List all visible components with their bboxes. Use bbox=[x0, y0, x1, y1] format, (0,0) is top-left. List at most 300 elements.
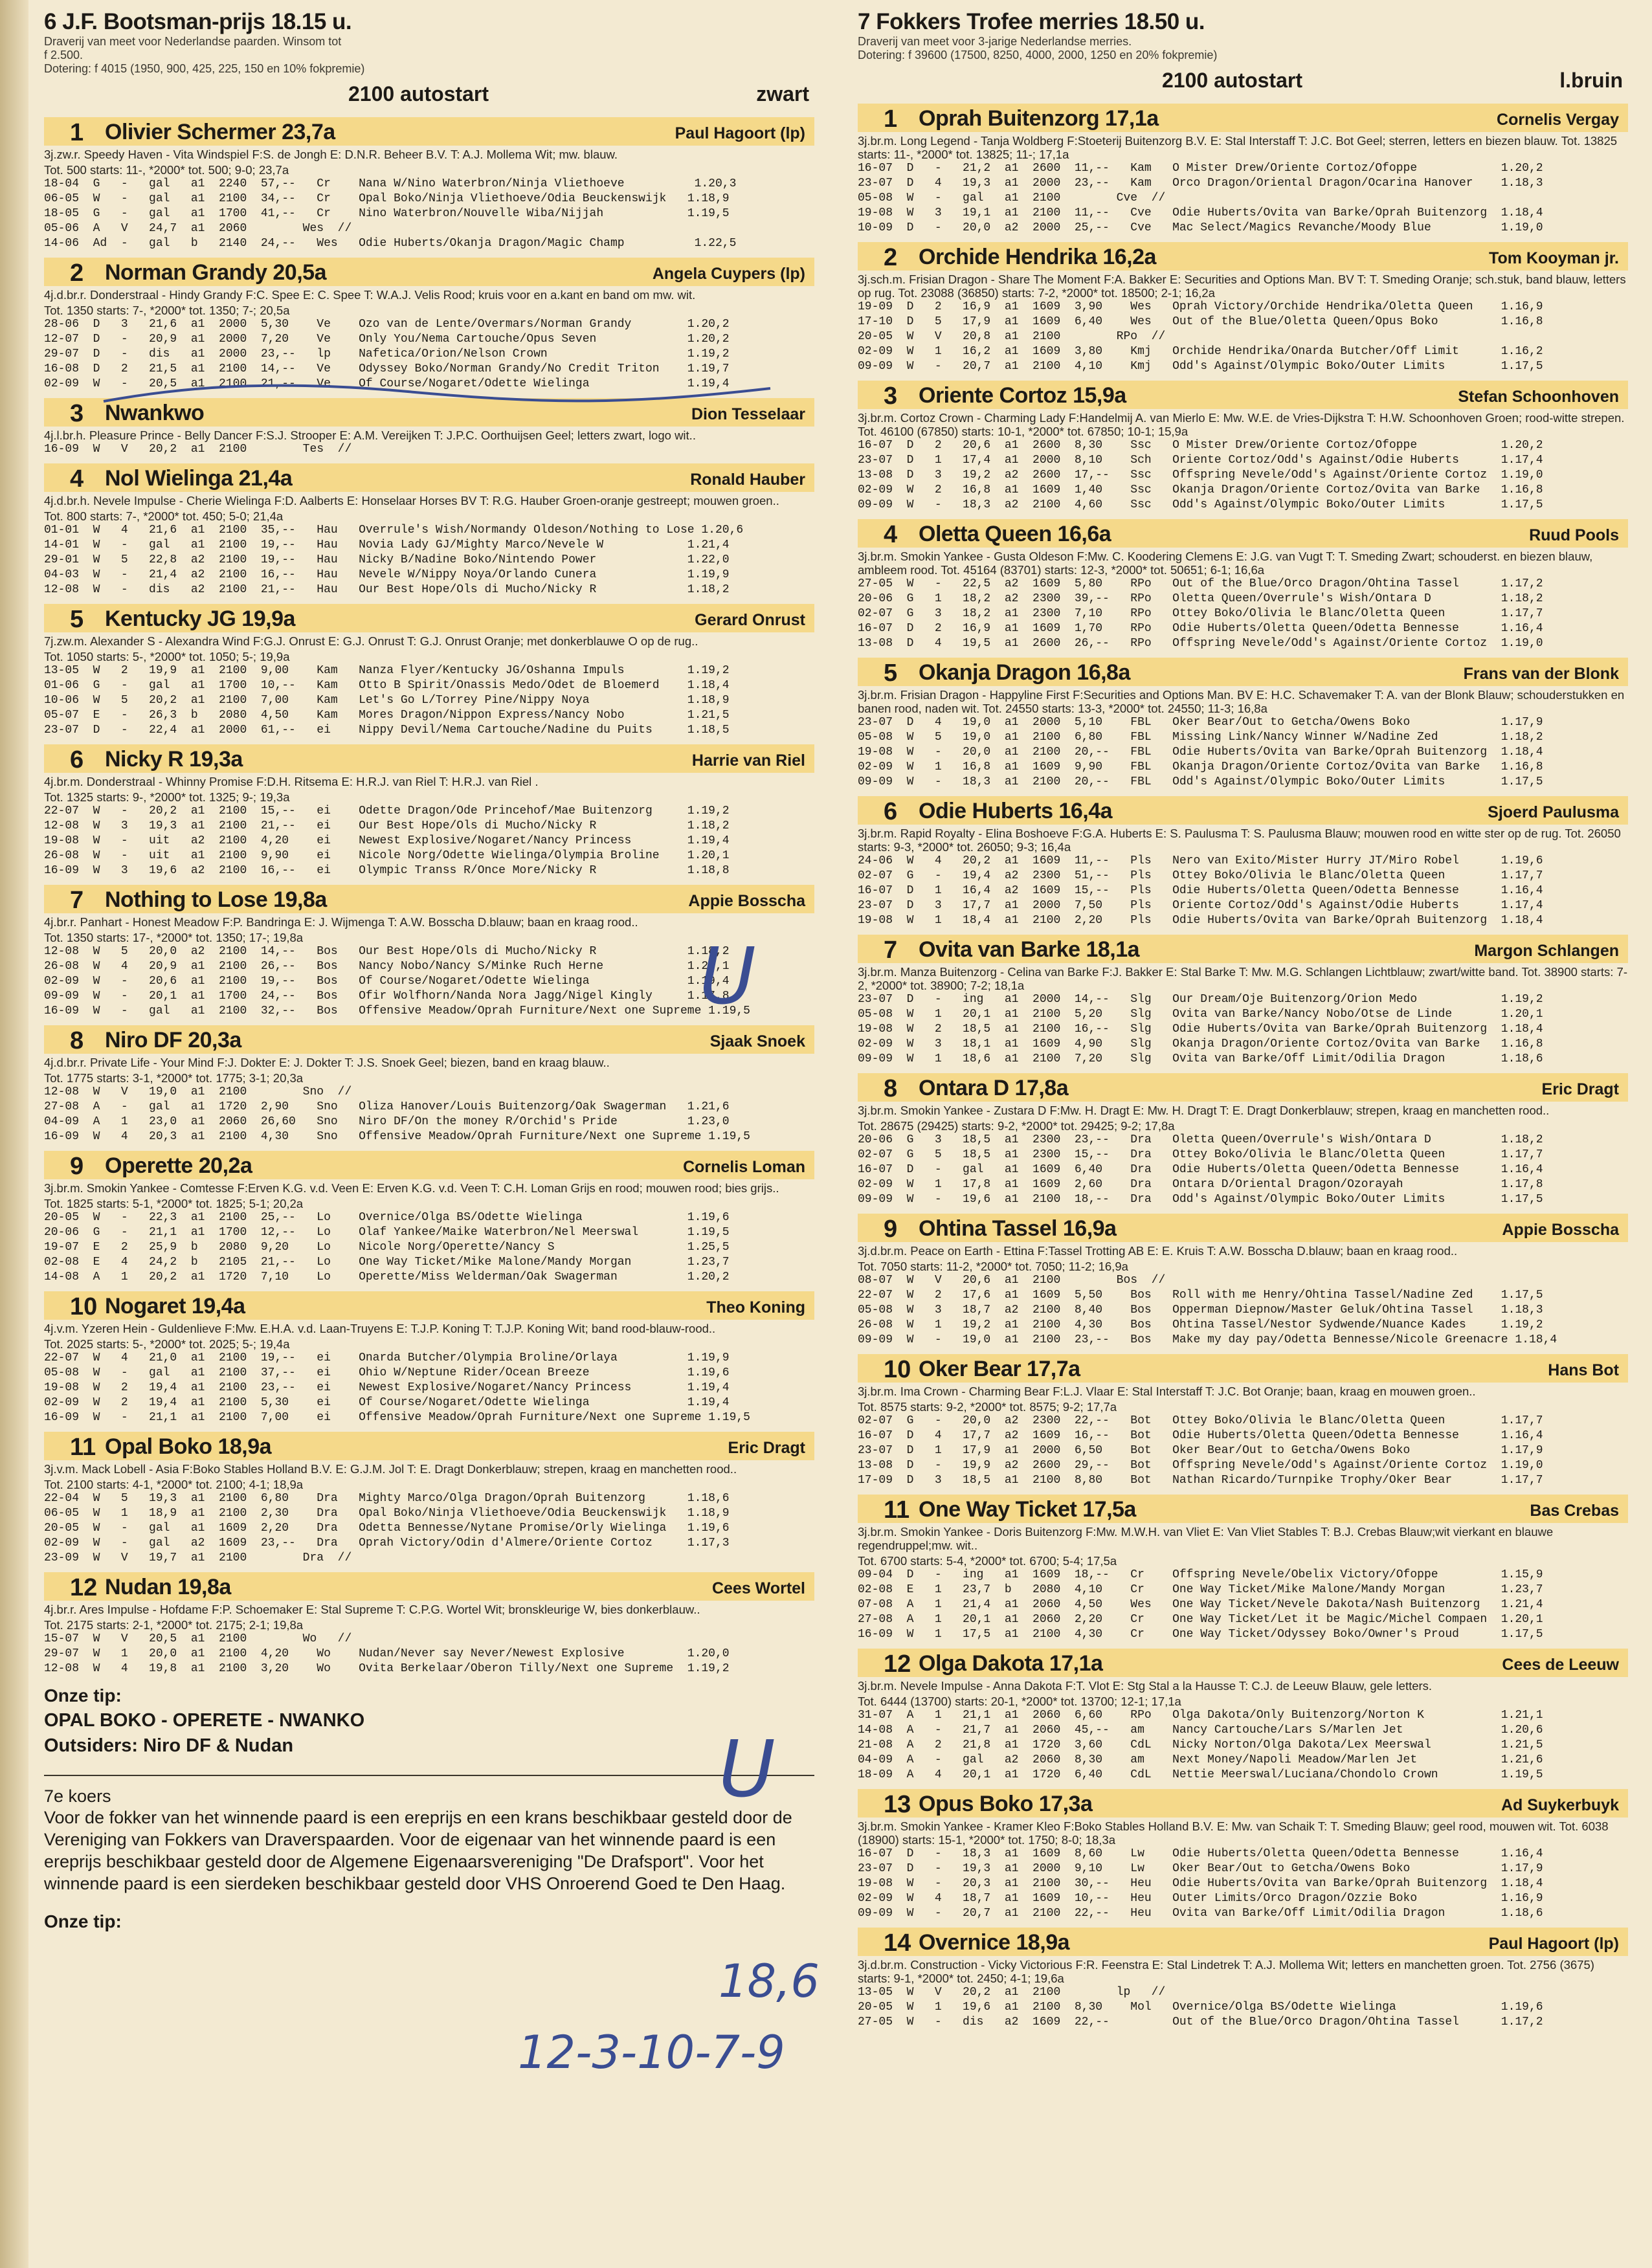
form-row: 19-08 W 3 19,1 a1 2100 11,-- Cve Odie Huberts/Ovita van Barke/Oprah Buitenzorg 1.18,4 bbox=[858, 206, 1543, 219]
horse-header-bar bbox=[858, 935, 1628, 963]
horse-name: Olivier Schermer 23,7a bbox=[105, 120, 335, 144]
form-row: 02-09 W 1 16,2 a1 1609 3,80 Kmj Orchide Hendrika/Onarda Butcher/Off Limit 1.16,2 bbox=[858, 345, 1543, 358]
form-row: 23-07 D 4 19,3 a1 2000 23,-- Kam Orco Dragon/Oriental Dragon/Ocarina Hanover 1.18,3 bbox=[858, 177, 1543, 190]
horse-number: 6 bbox=[70, 746, 84, 773]
next-tips-heading: Onze tip: bbox=[44, 1911, 122, 1931]
form-row: 26-08 W 4 20,9 a1 2100 26,-- Bos Nancy Nobo/Nancy S/Minke Ruch Herne 1.20,1 bbox=[44, 960, 730, 973]
race-header bbox=[858, 9, 1628, 97]
horse-pedigree-info: 3j.br.m. Smokin Yankee - Gusta Oldeson F:Mw. C. Koodering Clemens E: J.G. van Vugt T: T. Smeding Zwart; schouderst. en biezen blauw, ambleem rood. Tot. 45164 (83701) starts: 12-3, *2000* tot. 50651; 6-1; 16,6a bbox=[858, 550, 1593, 577]
form-row: 16-07 D 2 16,9 a1 1609 1,70 RPo Odie Huberts/Oletta Queen/Odetta Bennesse 1.16,4 bbox=[858, 622, 1543, 635]
horse-pedigree-info: Tot. 6444 (13700) starts: 20-1, *2000* tot. 13700; 12-1; 17,1a bbox=[858, 1695, 1181, 1708]
form-row: 09-09 W - 19,0 a1 2100 23,-- Bos Make my day pay/Odetta Bennesse/Nicole Greenacre 1.18,4 bbox=[858, 1333, 1557, 1346]
horse-entry bbox=[44, 1291, 814, 1425]
horse-entry bbox=[858, 242, 1628, 374]
horse-header-bar bbox=[858, 242, 1628, 271]
driver-name: Frans van der Blonk bbox=[1463, 665, 1619, 683]
horse-header-bar bbox=[858, 1073, 1628, 1102]
next-race-heading: 7e koers bbox=[44, 1786, 111, 1806]
form-row: 09-09 W - 19,6 a1 2100 18,-- Dra Odd's Against/Olympic Boko/Outer Limits 1.17,5 bbox=[858, 1193, 1543, 1206]
form-row: 17-10 D 5 17,9 a1 1609 6,40 Wes Out of the Blue/Oletta Queen/Opus Boko 1.16,8 bbox=[858, 315, 1543, 328]
form-row: 20-05 W - gal a1 1609 2,20 Dra Odetta Bennesse/Nytane Promise/Orly Wielinga 1.19,6 bbox=[44, 1522, 730, 1535]
driver-name: Bas Crebas bbox=[1530, 1502, 1619, 1520]
form-row: 13-05 W 2 19,9 a1 2100 9,00 Kam Nanza Flyer/Kentucky JG/Oshanna Impuls 1.19,2 bbox=[44, 664, 730, 677]
horse-number: 10 bbox=[70, 1293, 98, 1320]
horse-number: 9 bbox=[70, 1153, 84, 1180]
form-row: 31-07 A 1 21,1 a1 2060 6,60 RPo Olga Dakota/Only Buitenzorg/Norton K 1.21,1 bbox=[858, 1709, 1543, 1722]
horse-entry bbox=[858, 658, 1628, 790]
form-row: 19-08 W - uit a2 2100 4,20 ei Newest Explosive/Nogaret/Nancy Princess 1.19,4 bbox=[44, 834, 730, 847]
horse-name: Nicky R 19,3a bbox=[105, 747, 243, 772]
form-row: 12-08 W 3 19,3 a1 2100 21,-- ei Our Best Hope/Ols di Mucho/Nicky R 1.18,2 bbox=[44, 819, 730, 832]
horse-pedigree-info: Tot. 2100 starts: 4-1, *2000* tot. 2100; 4-1; 18,9a bbox=[44, 1478, 304, 1491]
form-row: 01-01 W 4 21,6 a1 2100 35,-- Hau Overrule's Wish/Normandy Oldeson/Nothing to Lose 1.20,6 bbox=[44, 524, 744, 537]
driver-name: Hans Bot bbox=[1548, 1361, 1619, 1379]
driver-name: Cornelis Vergay bbox=[1497, 111, 1619, 129]
race-conditions-line: Draverij van meet voor 3-jarige Nederlandse merries. bbox=[858, 35, 1132, 48]
form-row: 16-07 D - gal a1 1609 6,40 Dra Odie Huberts/Oletta Queen/Odetta Bennesse 1.16,4 bbox=[858, 1163, 1543, 1176]
form-row: 05-08 W - gal a1 2100 Cve // bbox=[858, 192, 1166, 205]
tip-selection: OPAL BOKO - OPERETE - NWANKO bbox=[44, 1710, 365, 1731]
form-row: 10-09 D - 20,0 a2 2000 25,-- Cve Mac Select/Magics Revanche/Moody Blue 1.19,0 bbox=[858, 221, 1543, 234]
form-row: 05-08 W - gal a1 2100 37,-- ei Ohio W/Neptune Rider/Ocean Breeze 1.19,6 bbox=[44, 1366, 730, 1379]
form-row: 20-06 G 1 18,2 a2 2300 39,-- RPo Oletta Queen/Overrule's Wish/Ontara D 1.18,2 bbox=[858, 592, 1543, 605]
horse-pedigree-info: Tot. 1350 starts: 17-, *2000* tot. 1350; 17-; 19,8a bbox=[44, 931, 304, 944]
form-row: 01-06 G - gal a1 1700 10,-- Kam Otto B Spirit/Onassis Medo/Odet de Bloemerd 1.18,4 bbox=[44, 679, 730, 692]
horse-pedigree-info: 3j.br.m. Nevele Impulse - Anna Dakota F:T. Vlot E: Stg Stal a la Hausse T: C.J. de Leeuw Blauw, gele letters. bbox=[858, 1679, 1433, 1693]
form-row: 20-05 W 1 19,6 a1 2100 8,30 Mol Overnice/Olga BS/Odette Wielinga 1.19,6 bbox=[858, 2001, 1543, 2014]
form-row: 04-03 W - 21,4 a2 2100 16,-- Hau Nevele W/Nippy Noya/Orlando Cunera 1.19,9 bbox=[44, 568, 730, 581]
race-color-code: l.bruin bbox=[1559, 69, 1623, 92]
horse-pedigree-info: 3j.v.m. Mack Lobell - Asia F:Boko Stables Holland B.V. E: G.J.M. Jol T: E. Dragt Donkerblauw; strepen, kraag en manchetten rood.. bbox=[44, 1462, 737, 1476]
race-title: 6 J.F. Bootsman-prijs 18.15 u. bbox=[44, 9, 352, 34]
horse-number: 7 bbox=[70, 887, 84, 914]
horse-entry bbox=[44, 744, 814, 878]
horse-pedigree-info: Tot. 500 starts: 11-, *2000* tot. 500; 9-0; 23,7a bbox=[44, 163, 289, 177]
form-row: 09-09 W - 18,3 a2 2100 4,60 Ssc Odd's Against/Olympic Boko/Outer Limits 1.17,5 bbox=[858, 498, 1543, 511]
horse-name: Norman Grandy 20,5a bbox=[105, 260, 326, 285]
horse-header-bar bbox=[44, 744, 814, 773]
form-row: 02-08 E 1 23,7 b 2080 4,10 Cr One Way Ticket/Mike Malone/Mandy Morgan 1.23,7 bbox=[858, 1583, 1543, 1596]
horse-entry bbox=[858, 796, 1628, 928]
horse-name: Oletta Queen 16,6a bbox=[919, 522, 1111, 546]
horse-number: 8 bbox=[884, 1075, 898, 1102]
horse-entry bbox=[858, 1789, 1628, 1921]
horse-pedigree-info: 4j.v.m. Yzeren Hein - Guldenlieve F:Mw. E.H.A. v.d. Laan-Truyens E: T.J.P. Koning T: T.J.P. Koning Wit; band rood-blauw-rood.. bbox=[44, 1322, 716, 1335]
horse-name: Niro DF 20,3a bbox=[105, 1028, 241, 1052]
form-row: 16-08 D 2 21,5 a1 2100 14,-- Ve Odyssey Boko/Norman Grandy/No Credit Triton 1.19,7 bbox=[44, 362, 730, 375]
form-row: 22-07 W - 20,2 a1 2100 15,-- ei Odette Dragon/Ode Princehof/Mae Buitenzorg 1.19,2 bbox=[44, 805, 730, 817]
horse-entry bbox=[44, 463, 814, 597]
horse-entry bbox=[858, 1214, 1628, 1348]
horse-number: 3 bbox=[884, 383, 898, 410]
form-row: 16-07 D - 21,2 a1 2600 11,-- Kam O Mister Drew/Oriente Cortoz/Ofoppe 1.20,2 bbox=[858, 162, 1543, 175]
horse-pedigree-info: 3j.d.br.m. Construction - Vicky Victorious F:R. Feenstra E: Stal Lindetrek T: A.J. Mollema Wit; letters en manchetten groen. Tot. 2756 (3675) starts: 9-1, *2000* tot. 2450; 4-1; 19,6a bbox=[858, 1958, 1594, 1985]
horse-pedigree-info: 4j.d.br.h. Nevele Impulse - Cherie Wielinga F:D. Aalberts E: Honselaar Horses BV T: R.G. Hauber Groen-oranje gestreept; mouwen groen.. bbox=[44, 494, 779, 507]
horse-pedigree-info: 4j.d.br.r. Donderstraal - Hindy Grandy F:C. Spee E: C. Spee T: W.A.J. Velis Rood; kruis voor en a.kant en band om mw. wit. bbox=[44, 288, 696, 302]
horse-name: Kentucky JG 19,9a bbox=[105, 606, 295, 631]
horse-entry bbox=[858, 935, 1628, 1067]
form-row: 23-07 D 1 17,4 a1 2000 8,10 Sch Oriente Cortoz/Odd's Against/Odie Huberts 1.17,4 bbox=[858, 454, 1543, 467]
horse-header-bar bbox=[858, 1649, 1628, 1677]
form-row: 09-09 W - 18,3 a1 2100 20,-- FBL Odd's Against/Olympic Boko/Outer Limits 1.17,5 bbox=[858, 775, 1543, 788]
horse-number: 2 bbox=[70, 260, 84, 287]
horse-name: Oriente Cortoz 15,9a bbox=[919, 383, 1126, 408]
form-row: 29-07 W 1 20,0 a1 2100 4,20 Wo Nudan/Never say Never/Newest Explosive 1.20,0 bbox=[44, 1647, 730, 1660]
race-distance-row bbox=[858, 65, 1628, 97]
horse-pedigree-info: 4j.br.r. Ares Impulse - Hofdame F:P. Schoemaker E: Stal Supreme T: C.P.G. Wortel Wit; bronskleurige W, bies donkerblauw.. bbox=[44, 1603, 700, 1616]
form-row: 18-04 G - gal a1 2240 57,-- Cr Nana W/Nino Waterbron/Ninja Vliethoeve 1.20,3 bbox=[44, 177, 737, 190]
next-race-text: Voor de fokker van het winnende paard is een ereprijs en een krans beschikbaar gesteld door de Vereniging van Fokkers van Draverspaarden. Voor de eigenaar van het winnende paard is een ereprijs beschikbaar gesteld door de Algemene Eigenaarsvereniging "De Drafsport". Voor het winnende paard is een sierdeken beschikbaar gesteld door VHS Onroerend Goed te Den Haag. bbox=[44, 1808, 792, 1893]
form-row: 16-07 D - 18,3 a1 1609 8,60 Lw Odie Huberts/Oletta Queen/Odetta Bennesse 1.16,4 bbox=[858, 1847, 1543, 1860]
horse-pedigree-info: 3j.br.m. Ima Crown - Charming Bear F:L.J. Vlaar E: Stal Interstaff T: J.C. Bot Oranje; baan, kraag en mouwen groen.. bbox=[858, 1384, 1476, 1398]
driver-name: Eric Dragt bbox=[1541, 1080, 1619, 1098]
horse-number: 13 bbox=[884, 1791, 911, 1818]
horse-number: 12 bbox=[884, 1651, 911, 1678]
horse-entry bbox=[44, 1151, 814, 1285]
horse-header-bar bbox=[44, 1432, 814, 1460]
form-row: 02-07 G 5 18,5 a1 2300 15,-- Dra Ottey Boko/Olivia le Blanc/Oletta Queen 1.17,7 bbox=[858, 1148, 1543, 1161]
horse-pedigree-info: 3j.br.m. Smokin Yankee - Comtesse F:Erven K.G. v.d. Veen E: Erven K.G. v.d. Veen T: C.H. Loman Grijs en rood; mouwen rood; bies grijs.. bbox=[44, 1181, 779, 1195]
driver-name: Ad Suykerbuyk bbox=[1501, 1796, 1619, 1814]
horse-header-bar bbox=[858, 519, 1628, 548]
horse-name: Okanja Dragon 16,8a bbox=[919, 660, 1130, 685]
form-row: 23-07 D - ing a1 2000 14,-- Slg Our Dream/Oje Buitenzorg/Orion Medo 1.19,2 bbox=[858, 993, 1543, 1006]
horse-entry bbox=[858, 1354, 1628, 1488]
section-divider bbox=[44, 1775, 814, 1776]
form-row: 06-05 W - gal a1 2100 34,-- Cr Opal Boko/Ninja Vliethoeve/Odia Beuckenswijk 1.18,9 bbox=[44, 192, 730, 205]
race-conditions-line: Dotering: f 39600 (17500, 8250, 4000, 2000, 1250 en 20% fokpremie) bbox=[858, 49, 1218, 61]
horse-entry bbox=[858, 381, 1628, 513]
horse-pedigree-info: Tot. 1350 starts: 7-, *2000* tot. 1350; 7-; 20,5a bbox=[44, 304, 290, 317]
form-row: 29-01 W 5 22,8 a2 2100 19,-- Hau Nicky B/Nadine Boko/Nintendo Power 1.22,0 bbox=[44, 553, 730, 566]
horse-entry bbox=[858, 1073, 1628, 1207]
horse-name: Nwankwo bbox=[105, 401, 205, 425]
driver-name: Margon Schlangen bbox=[1474, 942, 1619, 960]
form-row: 19-09 D 2 16,9 a1 1609 3,90 Wes Oprah Victory/Orchide Hendrika/Oletta Queen 1.16,9 bbox=[858, 300, 1543, 313]
horse-entry bbox=[44, 1572, 814, 1676]
right-column bbox=[858, 0, 1628, 2030]
form-row: 02-09 W 1 17,8 a1 1609 2,60 Dra Ontara D/Oriental Dragon/Ozorayah 1.17,8 bbox=[858, 1178, 1543, 1191]
form-row: 09-04 D - ing a1 1609 18,-- Cr Offspring Nevele/Obelix Victory/Ofoppe 1.15,9 bbox=[858, 1568, 1543, 1581]
form-row: 12-08 W 5 20,0 a2 2100 14,-- Bos Our Best Hope/Ols di Mucho/Nicky R 1.18,2 bbox=[44, 945, 730, 958]
form-row: 20-06 G 3 18,5 a1 2300 23,-- Dra Oletta Queen/Overrule's Wish/Ontara D 1.18,2 bbox=[858, 1133, 1543, 1146]
driver-name: Appie Bosscha bbox=[688, 892, 805, 910]
form-row: 16-09 W - 21,1 a1 2100 7,00 ei Offensive Meadow/Oprah Furniture/Next one Supreme 1.19,5 bbox=[44, 1411, 750, 1424]
form-row: 10-06 W 5 20,2 a1 2100 7,00 Kam Let's Go L/Torrey Pine/Nippy Noya 1.18,9 bbox=[44, 694, 730, 707]
form-row: 27-08 A - gal a1 1720 2,90 Sno Oliza Hanover/Louis Buitenzorg/Oak Swagerman 1.21,6 bbox=[44, 1100, 730, 1113]
race-conditions-line: Draverij van meet voor Nederlandse paarden. Winsom tot bbox=[44, 35, 342, 48]
horse-pedigree-info: 3j.br.m. Rapid Royalty - Elina Boshoeve F:G.A. Huberts E: S. Paulusma T: S. Paulusma Blauw; mouwen rood en witte ster op de rug. Tot. 26050 starts: 9-3, *2000* tot. 26050; 9-3; 16,4a bbox=[858, 827, 1621, 854]
form-row: 22-07 W 4 21,0 a1 2100 19,-- ei Onarda Butcher/Olympia Broline/Orlaya 1.19,9 bbox=[44, 1351, 730, 1364]
driver-name: Sjaak Snoek bbox=[709, 1032, 805, 1051]
horse-number: 4 bbox=[70, 465, 84, 493]
race-distance-row bbox=[44, 78, 814, 111]
form-row: 20-05 W V 20,8 a1 2100 RPo // bbox=[858, 330, 1166, 343]
horse-name: Nol Wielinga 21,4a bbox=[105, 466, 293, 491]
horse-pedigree-info: 3j.br.m. Frisian Dragon - Happyline First F:Securities and Options Man. BV E: H.C. Schavemaker T: A. van der Blonk Blauw; schouderstukken en banen rood, naden wit. Tot. 24550 starts: 13-3, *2000* tot. 24550; 11-3; 16,8a bbox=[858, 688, 1625, 715]
horse-pedigree-info: 4j.d.br.r. Private Life - Your Mind F:J. Dokter E: J. Dokter T: J.S. Snoek Geel; biezen, band en kraag blauw.. bbox=[44, 1056, 610, 1069]
page-binding-edge bbox=[0, 0, 28, 2268]
form-row: 14-08 A 1 20,2 a1 1720 7,10 Lo Operette/Miss Welderman/Oak Swagerman 1.20,2 bbox=[44, 1271, 730, 1284]
form-row: 02-07 G 3 18,2 a1 2300 7,10 RPo Ottey Boko/Olivia le Blanc/Oletta Queen 1.17,7 bbox=[858, 607, 1543, 620]
driver-name: Paul Hagoort (lp) bbox=[1488, 1935, 1619, 1953]
horse-header-bar bbox=[858, 104, 1628, 132]
horse-number: 11 bbox=[884, 1496, 910, 1524]
form-row: 12-08 W - dis a2 2100 21,-- Hau Our Best Hope/Ols di Mucho/Nicky R 1.18,2 bbox=[44, 583, 730, 596]
form-row: 04-09 A 1 23,0 a1 2060 26,60 Sno Niro DF/On the money R/Orchid's Pride 1.23,0 bbox=[44, 1115, 730, 1128]
horse-number: 8 bbox=[70, 1027, 84, 1054]
horse-name: Odie Huberts 16,4a bbox=[919, 799, 1113, 823]
horse-pedigree-info: Tot. 6700 starts: 5-4, *2000* tot. 6700; 5-4; 17,5a bbox=[858, 1554, 1117, 1568]
horse-header-bar bbox=[858, 1354, 1628, 1383]
handwritten-mark-u2: U bbox=[719, 1725, 776, 1815]
driver-name: Dion Tesselaar bbox=[691, 405, 805, 423]
race-distance: 2100 autostart bbox=[348, 82, 489, 106]
form-row: 20-06 G - 21,1 a1 1700 12,-- Lo Olaf Yankee/Maike Waterbron/Nel Meerswal 1.19,5 bbox=[44, 1226, 730, 1239]
form-row: 27-05 W - dis a2 1609 22,-- Out of the Blue/Orco Dragon/Ohtina Tassel 1.17,2 bbox=[858, 2016, 1543, 2029]
horse-number: 11 bbox=[70, 1434, 96, 1461]
form-row: 16-07 D 4 17,7 a2 1609 16,-- Bot Odie Huberts/Oletta Queen/Odetta Bennesse 1.16,4 bbox=[858, 1429, 1543, 1442]
form-row: 04-09 A - gal a2 2060 8,30 am Next Money/Napoli Meadow/Marlen Jet 1.21,6 bbox=[858, 1753, 1543, 1766]
form-row: 23-09 W V 19,7 a1 2100 Dra // bbox=[44, 1551, 352, 1564]
horse-pedigree-info: 3j.zw.r. Speedy Haven - Vita Windspiel F:S. de Jongh E: D.N.R. Beheer B.V. T: A.J. Mollema Wit; mw. blauw. bbox=[44, 148, 618, 161]
horse-pedigree-info: Tot. 1825 starts: 5-1, *2000* tot. 1825; 5-1; 20,2a bbox=[44, 1197, 304, 1210]
form-row: 13-08 D 3 19,2 a2 2600 17,-- Ssc Offspring Nevele/Odd's Against/Oriente Cortoz 1.19,0 bbox=[858, 469, 1543, 482]
horse-number: 1 bbox=[70, 119, 84, 146]
form-row: 09-09 W - 20,7 a1 2100 4,10 Kmj Odd's Against/Olympic Boko/Outer Limits 1.17,5 bbox=[858, 360, 1543, 373]
horse-header-bar bbox=[44, 1025, 814, 1054]
form-row: 09-09 W - 20,1 a1 1700 24,-- Bos Ofir Wolfhorn/Nanda Nora Jagg/Nigel Kingly 1.17,8 bbox=[44, 990, 730, 1003]
form-row: 23-07 D 1 17,9 a1 2000 6,50 Bot Oker Bear/Out to Getcha/Owens Boko 1.17,9 bbox=[858, 1444, 1543, 1457]
driver-name: Paul Hagoort (lp) bbox=[675, 124, 805, 142]
handwritten-mark-u1: U bbox=[699, 932, 756, 1022]
form-row: 16-09 W 3 19,6 a2 2100 16,-- ei Olympic Transs R/Once More/Nicky R 1.18,8 bbox=[44, 864, 730, 877]
form-row: 09-09 W - 20,7 a1 2100 22,-- Heu Ovita van Barke/Off Limit/Odilia Dragon 1.18,6 bbox=[858, 1907, 1543, 1920]
form-row: 26-08 W 1 19,2 a1 2100 4,30 Bos Ohtina Tassel/Nestor Sydwende/Nuance Kades 1.19,2 bbox=[858, 1318, 1543, 1331]
horse-entry bbox=[44, 1025, 814, 1144]
horse-entry bbox=[44, 604, 814, 738]
form-row: 08-07 W V 20,6 a1 2100 Bos // bbox=[858, 1274, 1166, 1287]
form-row: 16-07 D 1 16,4 a2 1609 15,-- Pls Odie Huberts/Oletta Queen/Odetta Bennesse 1.16,4 bbox=[858, 884, 1543, 897]
race-color-code: zwart bbox=[756, 82, 809, 106]
driver-name: Eric Dragt bbox=[728, 1439, 805, 1457]
form-row: 02-07 G - 19,4 a2 2300 51,-- Pls Ottey Boko/Olivia le Blanc/Oletta Queen 1.17,7 bbox=[858, 869, 1543, 882]
form-row: 14-06 Ad - gal b 2140 24,-- Wes Odie Huberts/Okanja Dragon/Magic Champ 1.22,5 bbox=[44, 237, 737, 250]
tips-section bbox=[44, 1685, 814, 1757]
horse-entry bbox=[858, 1649, 1628, 1783]
driver-name: Ruud Pools bbox=[1529, 526, 1619, 544]
form-row: 07-08 A 1 21,4 a1 2060 4,50 Wes One Way Ticket/Nevele Dakota/Nash Buitenzorg 1.21,4 bbox=[858, 1598, 1543, 1611]
form-row: 19-08 W - 20,3 a1 2100 30,-- Heu Odie Huberts/Ovita van Barke/Oprah Buitenzorg 1.18,4 bbox=[858, 1877, 1543, 1890]
driver-name: Sjoerd Paulusma bbox=[1488, 803, 1619, 821]
horse-name: Oker Bear 17,7a bbox=[919, 1357, 1080, 1381]
horse-pedigree-info: Tot. 28675 (29425) starts: 9-2, *2000* tot. 29425; 9-2; 17,8a bbox=[858, 1119, 1175, 1133]
horse-pedigree-info: Tot. 2175 starts: 2-1, *2000* tot. 2175; 2-1; 19,8a bbox=[44, 1618, 304, 1632]
form-row: 22-07 W 2 17,6 a1 1609 5,50 Bos Roll with me Henry/Ohtina Tassel/Nadine Zed 1.17,5 bbox=[858, 1289, 1543, 1302]
horse-pedigree-info: 3j.sch.m. Frisian Dragon - Share The Moment F:A. Bakker E: Securities and Options Man. BV T: T. Smeding Oranje; sch.stuk, band blauw, letters op rug. Tot. 23088 (36850) starts: 7-2, *2000* tot. 18500; 2-1; 16,2a bbox=[858, 272, 1626, 300]
horse-pedigree-info: 3j.d.br.m. Peace on Earth - Ettina F:Tassel Trotting AB E: E. Kruis T: A.W. Bosscha D.blauw; baan en kraag rood.. bbox=[858, 1244, 1458, 1258]
horse-header-bar bbox=[858, 658, 1628, 686]
form-row: 14-08 A - 21,7 a1 2060 45,-- am Nancy Cartouche/Lars S/Marlen Jet 1.20,6 bbox=[858, 1724, 1543, 1737]
handwritten-number: 18,6 bbox=[719, 1955, 820, 2008]
horse-header-bar bbox=[44, 885, 814, 913]
form-row: 13-08 D 4 19,5 a1 2600 26,-- RPo Offspring Nevele/Odd's Against/Oriente Cortoz 1.19,0 bbox=[858, 637, 1543, 650]
form-row: 16-09 W V 20,2 a1 2100 Tes // bbox=[44, 443, 352, 456]
horse-name: Oprah Buitenzorg 17,1a bbox=[919, 106, 1159, 131]
form-row: 02-09 W - 20,5 a1 2100 21,-- Ve Of Course/Nogaret/Odette Wielinga 1.19,4 bbox=[44, 377, 730, 390]
horse-number: 4 bbox=[884, 521, 898, 548]
horse-name: Operette 20,2a bbox=[105, 1153, 252, 1178]
form-row: 19-08 W 1 18,4 a1 2100 2,20 Pls Odie Huberts/Ovita van Barke/Oprah Buitenzorg 1.18,4 bbox=[858, 914, 1543, 927]
form-row: 12-08 W 4 19,8 a1 2100 3,20 Wo Ovita Berkelaar/Oberon Tilly/Next one Supreme 1.19,2 bbox=[44, 1662, 730, 1675]
horse-entry bbox=[44, 258, 814, 392]
horse-entry bbox=[44, 1432, 814, 1566]
horse-number: 6 bbox=[884, 798, 898, 825]
race-conditions-line: f 2.500. bbox=[44, 49, 84, 61]
driver-name: Harrie van Riel bbox=[691, 751, 805, 770]
race-conditions-line: Dotering: f 4015 (1950, 900, 425, 225, 150 en 10% fokpremie) bbox=[44, 62, 365, 75]
horse-name: Nothing to Lose 19,8a bbox=[105, 887, 327, 912]
form-row: 19-08 W - 20,0 a1 2100 20,-- FBL Odie Huberts/Ovita van Barke/Oprah Buitenzorg 1.18,4 bbox=[858, 746, 1543, 759]
form-row: 27-08 A 1 20,1 a1 2060 2,20 Cr One Way Ticket/Let it be Magic/Michel Compaen 1.20,1 bbox=[858, 1613, 1543, 1626]
form-row: 05-08 W 3 18,7 a2 2100 8,40 Bos Opperman Diepnow/Master Geluk/Ohtina Tassel 1.18,3 bbox=[858, 1304, 1543, 1317]
race-header bbox=[44, 9, 814, 111]
horse-header-bar bbox=[858, 1928, 1628, 1956]
horse-header-bar bbox=[858, 796, 1628, 825]
driver-name: Cornelis Loman bbox=[683, 1158, 805, 1176]
form-row: 16-09 W - gal a1 2100 32,-- Bos Offensive Meadow/Oprah Furniture/Next one Supreme 1.19,5 bbox=[44, 1005, 750, 1017]
form-row: 23-07 D - 19,3 a1 2000 9,10 Lw Oker Bear/Out to Getcha/Owens Boko 1.17,9 bbox=[858, 1862, 1543, 1875]
form-row: 19-08 W 2 19,4 a1 2100 23,-- ei Newest Explosive/Nogaret/Nancy Princess 1.19,4 bbox=[44, 1381, 730, 1394]
form-row: 05-06 A V 24,7 a1 2060 Wes // bbox=[44, 222, 352, 235]
horse-pedigree-info: 7j.zw.m. Alexander S - Alexandra Wind F:G.J. Onrust E: G.J. Onrust T: G.J. Onrust Oranje; met donkerblauwe O op de rug.. bbox=[44, 634, 698, 648]
horse-number: 3 bbox=[70, 400, 84, 427]
form-row: 24-06 W 4 20,2 a1 1609 11,-- Pls Nero van Exito/Mister Hurry JT/Miro Robel 1.19,6 bbox=[858, 854, 1543, 867]
form-row: 18-05 G - gal a1 1700 41,-- Cr Nino Waterbron/Nouvelle Wiba/Nijjah 1.19,5 bbox=[44, 207, 730, 220]
horse-pedigree-info: 3j.br.m. Cortoz Crown - Charming Lady F:Handelmij A. van Mierlo E: Mw. W.E. de Vries-Dijkstra T: H.W. Schoonhoven Groen; rood-witte strepen. Tot. 46100 (67850) starts: 10-1, *2000* tot. 67850; 10-1; 15,9a bbox=[858, 411, 1625, 438]
form-row: 23-07 D 3 17,7 a1 2000 7,50 Pls Oriente Cortoz/Odd's Against/Odie Huberts 1.17,4 bbox=[858, 899, 1543, 912]
horse-number: 9 bbox=[884, 1216, 898, 1243]
form-row: 26-08 W - uit a1 2100 9,90 ei Nicole Norg/Odette Wielinga/Olympia Broline 1.20,1 bbox=[44, 849, 730, 862]
horse-header-bar bbox=[44, 1291, 814, 1320]
horse-name: Opus Boko 17,3a bbox=[919, 1792, 1093, 1816]
driver-name: Theo Koning bbox=[706, 1298, 805, 1317]
horse-name: One Way Ticket 17,5a bbox=[919, 1497, 1136, 1522]
horse-name: Overnice 18,9a bbox=[919, 1930, 1070, 1955]
pen-scribble bbox=[97, 375, 777, 414]
driver-name: Angela Cuypers (lp) bbox=[652, 265, 805, 283]
tips-heading: Onze tip: bbox=[44, 1685, 122, 1706]
horse-pedigree-info: Tot. 1325 starts: 9-, *2000* tot. 1325; 9-; 19,3a bbox=[44, 790, 290, 804]
form-row: 02-08 E 4 24,2 b 2105 21,-- Lo One Way Ticket/Mike Malone/Mandy Morgan 1.23,7 bbox=[44, 1256, 730, 1269]
driver-name: Tom Kooyman jr. bbox=[1489, 249, 1619, 267]
horse-pedigree-info: Tot. 1775 starts: 3-1, *2000* tot. 1775; 3-1; 20,3a bbox=[44, 1071, 304, 1085]
horse-number: 10 bbox=[884, 1356, 911, 1383]
horse-header-bar bbox=[44, 1572, 814, 1601]
driver-name: Appie Bosscha bbox=[1502, 1221, 1619, 1239]
horse-header-bar bbox=[44, 463, 814, 492]
horse-number: 7 bbox=[884, 937, 898, 964]
driver-name: Stefan Schoonhoven bbox=[1458, 388, 1619, 406]
form-row: 14-01 W - gal a1 2100 19,-- Hau Novia Lady GJ/Mighty Marco/Nevele W 1.21,4 bbox=[44, 539, 730, 551]
horse-name: Ontara D 17,8a bbox=[919, 1076, 1069, 1100]
form-row: 15-07 W V 20,5 a1 2100 Wo // bbox=[44, 1632, 352, 1645]
horse-pedigree-info: 4j.br.m. Donderstraal - Whinny Promise F:D.H. Ritsema E: H.R.J. van Riel T: H.R.J. van Riel . bbox=[44, 775, 539, 788]
horse-name: Nogaret 19,4a bbox=[105, 1294, 245, 1318]
horse-pedigree-info: 4j.l.br.h. Pleasure Prince - Belly Dancer F:S.J. Strooper E: A.M. Vereijken T: J.P.C. Oorthuijsen Geel; letters zwart, logo wit.. bbox=[44, 428, 696, 442]
driver-name: Gerard Onrust bbox=[695, 611, 805, 629]
form-row: 02-09 W - gal a2 1609 23,-- Dra Oprah Victory/Odin d'Almere/Oriente Cortoz 1.17,3 bbox=[44, 1537, 730, 1550]
horse-header-bar bbox=[44, 1151, 814, 1179]
horse-entry bbox=[858, 104, 1628, 236]
form-row: 22-04 W 5 19,3 a1 2100 6,80 Dra Mighty Marco/Olga Dragon/Oprah Buitenzorg 1.18,6 bbox=[44, 1492, 730, 1505]
form-row: 23-07 D - 22,4 a1 2000 61,-- ei Nippy Devil/Nema Cartouche/Nadine du Puits 1.18,5 bbox=[44, 724, 730, 737]
horse-number: 14 bbox=[884, 1929, 911, 1957]
horse-pedigree-info: 4j.br.r. Panhart - Honest Meadow F:P. Bandringa E: J. Wijmenga T: A.W. Bosscha D.blauw; baan en kraag rood.. bbox=[44, 915, 638, 929]
horse-header-bar bbox=[44, 604, 814, 632]
form-row: 02-09 W 1 16,8 a1 1609 9,90 FBL Okanja Dragon/Oriente Cortoz/Ovita van Barke 1.16,8 bbox=[858, 761, 1543, 773]
form-row: 18-09 A 4 20,1 a1 1720 6,40 CdL Nettie Meerswal/Luciana/Chondolo Crown 1.19,5 bbox=[858, 1768, 1543, 1781]
form-row: 09-09 W 1 18,6 a1 2100 7,20 Slg Ovita van Barke/Off Limit/Odilia Dragon 1.18,6 bbox=[858, 1052, 1543, 1065]
form-row: 16-09 W 4 20,3 a1 2100 4,30 Sno Offensive Meadow/Oprah Furniture/Next one Supreme 1.19,5 bbox=[44, 1130, 750, 1143]
form-row: 12-07 D - 20,9 a1 2000 7,20 Ve Only You/Nema Cartouche/Opus Seven 1.20,2 bbox=[44, 333, 730, 346]
form-row: 20-05 W - 22,3 a1 2100 25,-- Lo Overnice/Olga BS/Odette Wielinga 1.19,6 bbox=[44, 1211, 730, 1224]
horse-number: 1 bbox=[884, 106, 898, 133]
horse-pedigree-info: Tot. 2025 starts: 5-, *2000* tot. 2025; 5-; 19,4a bbox=[44, 1337, 290, 1351]
form-row: 23-07 D 4 19,0 a1 2000 5,10 FBL Oker Bear/Out to Getcha/Owens Boko 1.17,9 bbox=[858, 716, 1543, 729]
horse-name: Nudan 19,8a bbox=[105, 1575, 231, 1599]
race-distance: 2100 autostart bbox=[1162, 69, 1302, 92]
driver-name: Cees Wortel bbox=[711, 1579, 805, 1597]
horse-header-bar bbox=[44, 258, 814, 286]
form-row: 02-09 W 2 19,4 a1 2100 5,30 ei Of Course/Nogaret/Odette Wielinga 1.19,4 bbox=[44, 1396, 730, 1409]
horse-header-bar bbox=[858, 381, 1628, 409]
form-row: 02-09 W 2 16,8 a1 1609 1,40 Ssc Okanja Dragon/Oriente Cortoz/Ovita van Barke 1.16,8 bbox=[858, 484, 1543, 496]
form-row: 02-09 W - 20,6 a1 2100 19,-- Bos Of Course/Nogaret/Odette Wielinga 1.19,4 bbox=[44, 975, 730, 988]
driver-name: Ronald Hauber bbox=[690, 471, 805, 489]
horse-name: Orchide Hendrika 16,2a bbox=[919, 245, 1156, 269]
horse-number: 2 bbox=[884, 244, 898, 271]
form-row: 29-07 D - dis a1 2000 23,-- lp Nafetica/Orion/Nelson Crown 1.19,2 bbox=[44, 348, 730, 361]
form-row: 16-07 D 2 20,6 a1 2600 8,30 Ssc O Mister Drew/Oriente Cortoz/Ofoppe 1.20,2 bbox=[858, 439, 1543, 452]
horse-pedigree-info: 3j.br.m. Manza Buitenzorg - Celina van Barke F:J. Bakker E: Stal Barke T: Mw. M.G. Schlangen Lichtblauw; zwart/witte band. Tot. 38900 starts: 7-2, *2000* tot. 38900; 7-2; 18,1a bbox=[858, 965, 1627, 992]
driver-name: Cees de Leeuw bbox=[1502, 1656, 1619, 1674]
form-row: 19-07 E 2 25,9 b 2080 9,20 Lo Nicole Norg/Operette/Nancy S 1.25,5 bbox=[44, 1241, 730, 1254]
horse-header-bar bbox=[858, 1789, 1628, 1818]
horse-pedigree-info: 3j.br.m. Smokin Yankee - Zustara D F:Mw. H. Dragt E: Mw. H. Dragt T: E. Dragt Donkerblauw; strepen, kraag en manchetten rood.. bbox=[858, 1104, 1550, 1117]
form-row: 13-05 W V 20,2 a1 2100 lp // bbox=[858, 1986, 1166, 1999]
horse-pedigree-info: Tot. 8575 starts: 9-2, *2000* tot. 8575; 9-2; 17,7a bbox=[858, 1400, 1117, 1414]
horse-number: 12 bbox=[70, 1574, 98, 1601]
horse-entry bbox=[858, 1495, 1628, 1642]
form-row: 02-09 W 3 18,1 a1 1609 4,90 Slg Okanja Dragon/Oriente Cortoz/Ovita van Barke 1.16,8 bbox=[858, 1038, 1543, 1051]
form-row: 27-05 W - 22,5 a2 1609 5,80 RPo Out of the Blue/Orco Dragon/Ohtina Tassel 1.17,2 bbox=[858, 577, 1543, 590]
form-row: 12-08 W V 19,0 a1 2100 Sno // bbox=[44, 1085, 352, 1098]
form-row: 06-05 W 1 18,9 a1 2100 2,30 Dra Opal Boko/Ninja Vliethoeve/Odia Beuckenswijk 1.18,9 bbox=[44, 1507, 730, 1520]
horse-name: Ohtina Tassel 16,9a bbox=[919, 1216, 1117, 1241]
form-row: 21-08 A 2 21,8 a1 1720 3,60 CdL Nicky Norton/Olga Dakota/Lex Meerswal 1.21,5 bbox=[858, 1739, 1543, 1751]
horse-pedigree-info: Tot. 1050 starts: 5-, *2000* tot. 1050; 5-; 19,9a bbox=[44, 650, 290, 663]
form-row: 02-07 G - 20,0 a2 2300 22,-- Bot Ottey Boko/Olivia le Blanc/Oletta Queen 1.17,7 bbox=[858, 1414, 1543, 1427]
horse-header-bar bbox=[858, 1214, 1628, 1242]
horse-entry bbox=[858, 1928, 1628, 2030]
race-title: 7 Fokkers Trofee merries 18.50 u. bbox=[858, 9, 1205, 34]
horse-entry bbox=[44, 117, 814, 251]
form-row: 28-06 D 3 21,6 a1 2000 5,30 Ve Ozo van de Lente/Overmars/Norman Grandy 1.20,2 bbox=[44, 318, 730, 331]
form-row: 13-08 D - 19,9 a2 2600 29,-- Bot Offspring Nevele/Odd's Against/Oriente Cortoz 1.19,0 bbox=[858, 1459, 1543, 1472]
horse-name: Olga Dakota 17,1a bbox=[919, 1651, 1103, 1676]
horse-pedigree-info: 3j.br.m. Smokin Yankee - Kramer Kleo F:Boko Stables Holland B.V. E: Mw. van Schaik T: T. Smeding Blauw; geel rood, mouwen wit. Tot. 6038 (18900) starts: 15-1, *2000* tot. 1750; 8-0; 18,3a bbox=[858, 1819, 1609, 1847]
